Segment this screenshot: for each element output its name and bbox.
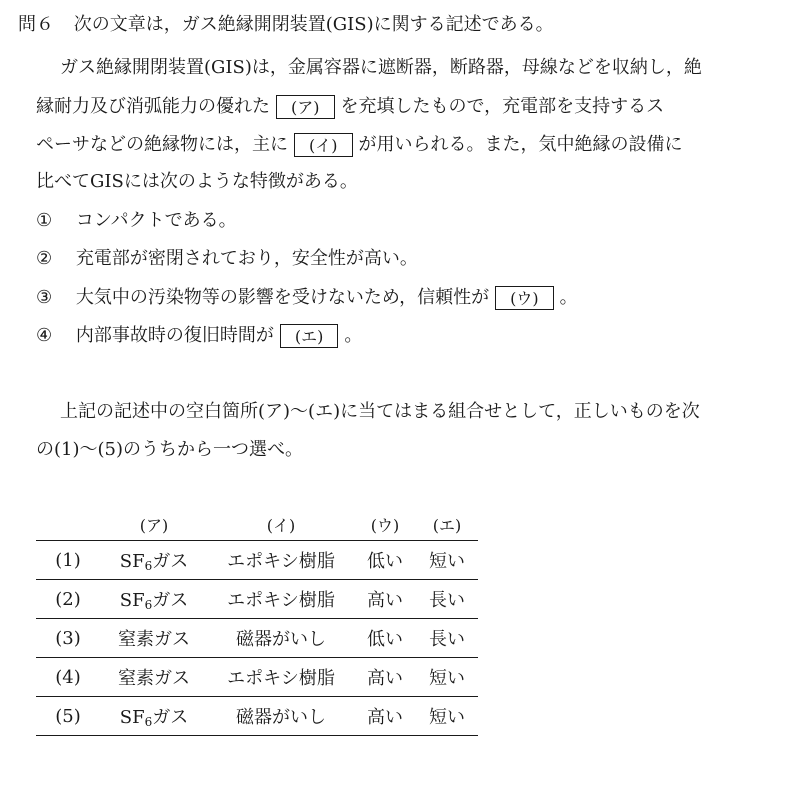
cell-e: 短い: [416, 697, 478, 736]
instruction-line-2: の(1)～(5)のうちから一つ選べ。: [36, 439, 303, 460]
passage-text: 縁耐力及び消弧能力の優れた: [36, 96, 270, 117]
cell-a-sub: 6: [144, 598, 153, 612]
cell-i: 磁器がいし: [208, 697, 354, 736]
cell-i: エポキシ樹脂: [208, 658, 354, 697]
header-u: (ウ): [354, 508, 416, 541]
cell-a-tail: ガス: [152, 590, 189, 611]
row-num: (1): [36, 541, 100, 580]
passage-line-1: ガス絶縁開閉装置(GIS)は，金属容器に遮断器，断路器，母線などを収納し，絶: [60, 57, 702, 78]
table-header-row: [36, 508, 478, 541]
cell-a: [100, 580, 208, 619]
cell-u: 低い: [354, 619, 416, 658]
feature-end: 。: [559, 287, 578, 308]
cell-a: [100, 658, 208, 697]
cell-a-text: SF: [119, 590, 145, 611]
cell-a-text: 窒素ガス: [118, 629, 190, 650]
answer-table: [36, 508, 478, 736]
passage-line-2: [36, 95, 664, 119]
feature-text: 充電部が密閉されており，安全性が高い。: [75, 248, 418, 269]
feature-mark: ②: [36, 248, 53, 269]
cell-u: 高い: [354, 658, 416, 697]
feature-mark: ④: [36, 325, 53, 346]
cell-a-sub: 6: [144, 715, 153, 729]
cell-u: 高い: [354, 697, 416, 736]
cell-e: 長い: [416, 619, 478, 658]
table-row: [36, 619, 478, 658]
cell-e: 短い: [416, 541, 478, 580]
feature-mark: ③: [36, 287, 53, 308]
table-row: [36, 541, 478, 580]
cell-i: エポキシ樹脂: [208, 580, 354, 619]
table-row: [36, 658, 478, 697]
question-number: 問６: [18, 14, 54, 35]
feature-1: [36, 210, 237, 232]
cell-i: 磁器がいし: [208, 619, 354, 658]
feature-text: 大気中の汚染物等の影響を受けないため，信頼性が: [75, 287, 490, 308]
cell-e: 短い: [416, 658, 478, 697]
passage-text: を充填したもので，充電部を支持するス: [340, 96, 665, 117]
blank-a: (ア): [276, 95, 335, 119]
cell-u: 高い: [354, 580, 416, 619]
cell-u: 低い: [354, 541, 416, 580]
row-num: (5): [36, 697, 100, 736]
table-row: [36, 580, 478, 619]
cell-a-tail: ガス: [152, 551, 189, 572]
cell-a-tail: ガス: [152, 707, 189, 728]
cell-e: 長い: [416, 580, 478, 619]
cell-a-text: SF: [119, 707, 145, 728]
blank-i: (イ): [294, 133, 353, 157]
blank-u: (ウ): [495, 286, 554, 310]
cell-a-sub: 6: [144, 559, 153, 573]
cell-a-text: 窒素ガス: [118, 668, 190, 689]
instruction-line-1: 上記の記述中の空白箇所(ア)～(エ)に当てはまる組合せとして，正しいものを次: [60, 401, 700, 422]
question-heading: [18, 14, 554, 36]
question-intro: 次の文章は，ガス絶縁開閉装置(GIS)に関する記述である。: [73, 14, 554, 35]
feature-3: [36, 286, 578, 310]
passage-text: ペーサなどの絶縁物には，主に: [36, 134, 288, 155]
cell-a: [100, 697, 208, 736]
passage-line-4: 比べてGISには次のような特徴がある。: [36, 171, 358, 192]
cell-a: [100, 541, 208, 580]
header-num: [36, 508, 100, 541]
header-e: (エ): [416, 508, 478, 541]
cell-i: エポキシ樹脂: [208, 541, 354, 580]
header-a: (ア): [100, 508, 208, 541]
feature-2: [36, 248, 418, 270]
row-num: (4): [36, 658, 100, 697]
table-row: [36, 697, 478, 736]
feature-4: [36, 324, 362, 348]
row-num: (2): [36, 580, 100, 619]
feature-end: 。: [344, 325, 363, 346]
passage-text: が用いられる。また，気中絶縁の設備に: [358, 134, 683, 155]
feature-text: 内部事故時の復旧時間が: [75, 325, 274, 346]
blank-e: (エ): [280, 324, 339, 348]
cell-a-text: SF: [119, 551, 145, 572]
row-num: (3): [36, 619, 100, 658]
header-i: (イ): [208, 508, 354, 541]
cell-a: [100, 619, 208, 658]
feature-text: コンパクトである。: [75, 210, 237, 231]
feature-mark: ①: [36, 210, 53, 231]
passage-line-3: [36, 133, 683, 157]
